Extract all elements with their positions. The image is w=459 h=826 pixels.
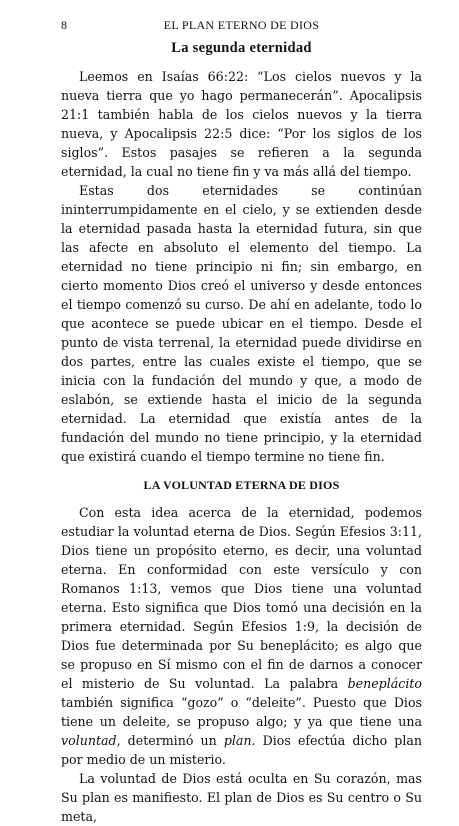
running-header bbox=[61, 18, 422, 36]
section-title: La segunda eternidad bbox=[171, 40, 312, 56]
emphasis-beneplacito: beneplácito bbox=[347, 676, 422, 691]
paragraph-3 bbox=[61, 503, 422, 769]
paragraph-2: Estas dos eternidades se continúan ininterrumpidamente en el cielo, y se extienden desde la eternidad pasada hasta la eternidad futura, sin que las afecte en absoluto el elemento del tiempo. La eternidad no tiene principio ni fin; sin embargo, en cierto momento Dios creó el universo y desde entonces el tiempo comenzó su curso. De ahí en adelante, todo lo que acontece se puede ubicar en el tiempo. Desde el punto de vista terrenal, la eternidad puede dividirse en dos partes, entre las cuales existe el tiempo, que se inicia con la fundación del mundo y que, a modo de eslabón, se extiende hasta el inicio de la segunda eternidad. La eternidad que existía antes de la fundación del mundo no tiene principio, y la eternidad que existirá cuando el tiempo termine no tiene fin. bbox=[61, 183, 422, 464]
emphasis-voluntad: voluntad bbox=[61, 733, 117, 748]
running-title: EL PLAN ETERNO DE DIOS bbox=[163, 18, 320, 32]
subheading: LA VOLUNTAD ETERNA DE DIOS bbox=[143, 478, 340, 492]
paragraph-4: La voluntad de Dios está oculta en Su corazón, mas Su plan es manifiesto. El plan de Dios es Su centro o Su meta, bbox=[61, 771, 422, 824]
paragraph-3-text-d: Dios efectúa dicho plan por medio de un misterio. bbox=[61, 733, 423, 767]
paragraph-1: Leemos en Isaías 66:22: “Los cielos nuevos y la nueva tierra que yo hago permanecerán”. Apocalipsis 21:1 también habla de los cielos nuevos y la tierra nueva, y Apocalipsis 22:5 dice: “Por los siglos de los siglos”. Estos pasajes se refieren a la segunda eternidad, la cual no tiene fin y va más allá del tiempo. bbox=[61, 69, 422, 179]
paragraph-3-text-c: , determinó un bbox=[116, 733, 224, 748]
page-number: 8 bbox=[61, 18, 68, 32]
emphasis-plan: plan. bbox=[223, 733, 256, 748]
paragraph-3-text-b: también significa “gozo” o “deleite”. Puesto que Dios tiene un deleite, se propuso algo; y ya que tiene una bbox=[61, 695, 422, 729]
paragraph-3-text-a: Con esta idea acerca de la eternidad, podemos estudiar la voluntad eterna de Dios. Según Efesios 3:11, Dios tiene un propósito eterno, es decir, una voluntad eterna. En conformidad con este versículo y con Romanos 1:13, vemos que Dios tiene una voluntad eterna. Esto significa que Dios tomó una decisión en la primera eternidad. Según Efesios 1:9, la decisión de Dios fue determinada por Su beneplácito; es algo que se propuso en Sí mismo con el fin de darnos a conocer el misterio de Su voluntad. La palabra bbox=[61, 505, 422, 691]
